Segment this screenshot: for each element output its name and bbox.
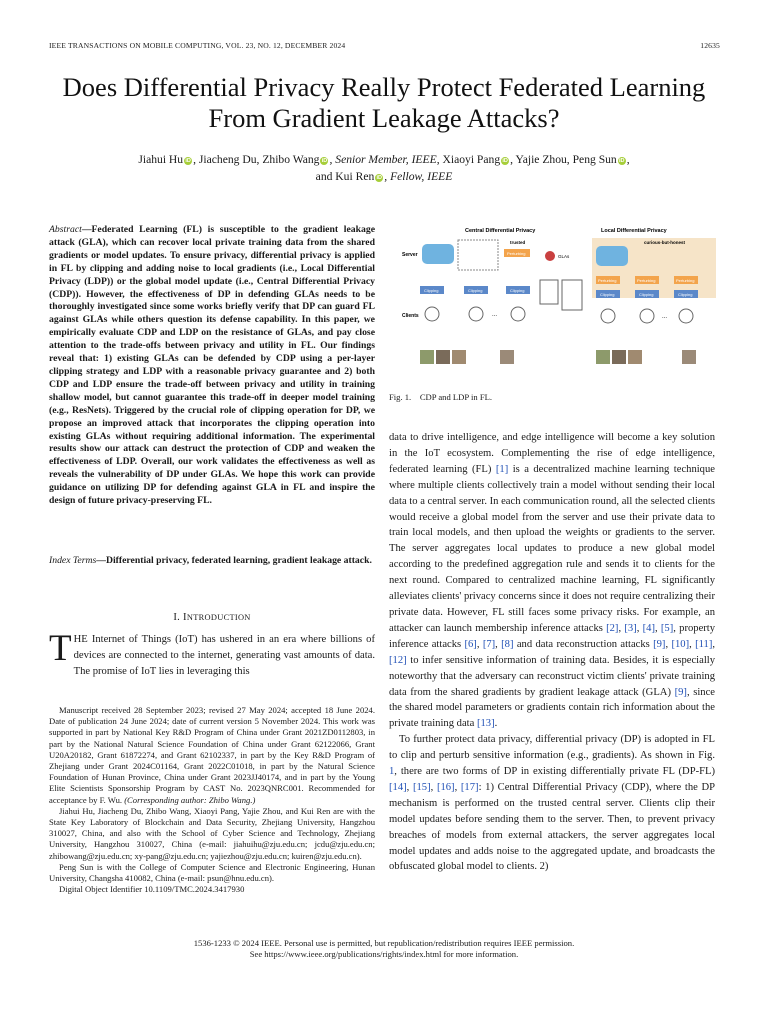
server-cloud-icon	[596, 246, 628, 266]
citation-link[interactable]: [5]	[660, 622, 674, 634]
panel-left-title: Central Differential Privacy	[465, 228, 536, 234]
client-data-image	[596, 350, 610, 364]
figure-caption: Fig. 1. CDP and LDP in FL.	[389, 392, 492, 402]
perturb-text: Perturbing	[507, 251, 526, 256]
glas-label: GLAs	[558, 254, 570, 259]
abstract-text: —Federated Learning (FL) is susceptible to the gradient leakage attack (GLA), which can recover local private training data from the shared gradients or model updates. To ensure privacy, differential privacy is applied in FL by clipping and adding noise to local gradients (i.e., Local Differential Privacy (LDP)) or the global model update (i.e., Central Differential Privacy (CDP)). However, the effectiveness of DP in defending GLAs needs to be thoroughly investigated since some works briefly verify that DP can guard FL against GLAs while others question its defense capability. In this paper, we empirically evaluate CDP and LDP on the resistance of GLAs, and pay close attention to the trade-offs between privacy and utility in FL. Our findings reveal that: 1) existing GLAs can be defended by CDP using a per-layer clipping strategy and LDP with a reasonable privacy guarantee and 2) both CDP and LDP ensure the trade-off between privacy and utility in training shallow model, but cannot guarantee this trade-off in deeper model training (e.g., ResNets). Triggered by the crucial role of clipping operation for DP, we propose an improved attack that incorporates the clipping operation into existing GLAs without requiring additional information. The experimental results show our attack can destruct the protection of CDP and weaken the effectiveness of LDP. Overall, our work validates the effectiveness as well as reveals the vulnerability of DP under GLAs. We hope this work can provide guidance on utilizing DP for defending against GLA in FL and inspire the design of future privacy-preserving FL.	[49, 224, 375, 507]
citation-link[interactable]: [9]	[674, 686, 687, 698]
index-terms	[49, 555, 375, 568]
citation-link[interactable]: [12]	[389, 654, 407, 666]
intro-text: HE Internet of Things (IoT) has ushered in an era where billions of devices are connected to the internet, generating vast amounts of data. The promise of IoT lies in leveraging this	[73, 634, 375, 677]
clip-text: Clipping	[468, 288, 483, 293]
abstract-label: Abstract	[49, 224, 82, 235]
clip-text: Clipping	[600, 292, 615, 297]
citation-link[interactable]: [2]	[606, 622, 619, 634]
section-number: I.	[173, 612, 181, 623]
drop-cap: T	[49, 628, 72, 669]
footnotes	[49, 705, 375, 895]
intro-paragraph	[49, 628, 375, 680]
clip-text: Clipping	[424, 288, 439, 293]
clip-text: Clipping	[639, 292, 654, 297]
author-name: , Jiacheng Du, Zhibo Wang	[193, 153, 320, 166]
author-name: and Kui Ren	[315, 169, 375, 183]
citation-link[interactable]: [16]	[436, 781, 455, 793]
footnote-manuscript: Manuscript received 28 September 2023; revised 27 May 2024; accepted 18 June 2024. Date of publication 24 June 2024; date of current version 5 November 2024. This work was supported in part by National Key R&D Program of China under Grant 2021ZD0112803, in part by the National Natural Science Foundation of China under Grant 62122066, Grant U20A20182, Grant 61872274, and Grant 62102337, in part by the Key R&D Program of Zhejiang under Grant 2024C01164, Grant 2022C01018, in part by the Natural Science Foundation of Hunan Province, China under Grant 2023JJ40174, and in part by the Young Elite Scientists Sponsorship Program by CAST No. 2023QNRC001. Recommended for acceptance by F. Wu. (Corresponding author: Zhibo Wang.)	[49, 705, 375, 805]
citation-link[interactable]: [17]	[460, 781, 479, 793]
figure-cdp-ldp	[400, 222, 718, 384]
orcid-icon[interactable]: iD	[618, 158, 625, 164]
running-header: IEEE TRANSACTIONS ON MOBILE COMPUTING, VOL. 23, NO. 12, DECEMBER 2024	[49, 41, 346, 50]
trusted-label: trusted	[510, 240, 526, 245]
section-title-rest: NTRODUCTION	[186, 613, 251, 622]
rights-link-line: See https://www.ieee.org/publications/rights/index.html for more information.	[249, 949, 519, 960]
paragraph: data to drive intelligence, and edge intelligence will become a key solution in the IoT ecosystem. Complementing the rise of edge intelligence, federated learning (FL) [1] is a decentralized machine learning technique where multiple clients collectively train a model without sending their local data to a central server. In each communication round, all the selected clients would receive a global model from the server and use their private data to train local models, and then upload the weights or gradients to the server. The server aggregates local updates to produce a new global model according to the predefined aggregation rule and sends it to clients for the next round. Compared to centralized machine learning, FL significantly alleviates clients' privacy concerns since it does not require centralizing their private data. However, FL still faces some privacy risks. For example, an attacker can launch membership inference attacks [2], [3], [4], [5], property inference attacks [6], [7], [8] and data reconstruction attacks [9], [10], [11], [12] to infer sensitive information of training data. Besides, it is especially noteworthy that the adversary can reconstruct victim clients' private training data from the shared gradients by gradient leakage attack (GLA) [9], since the shared model parameters or gradients contain rich information about the private training data [13].	[389, 432, 716, 730]
citation-link[interactable]: [7]	[482, 638, 496, 650]
citation-link[interactable]: [13]	[476, 718, 495, 730]
abstract	[49, 224, 375, 508]
citation-link[interactable]: [8]	[501, 638, 514, 650]
client-data-image	[612, 350, 626, 364]
figure-link[interactable]: 1	[389, 766, 395, 778]
client-data-image	[628, 350, 642, 364]
client-data-image	[420, 350, 434, 364]
citation-link[interactable]: [6]	[464, 638, 477, 650]
client-data-image	[436, 350, 450, 364]
clip-text: Clipping	[510, 288, 525, 293]
author-role: , Senior Member, IEEE	[329, 153, 437, 166]
server-label: Server	[402, 252, 418, 258]
ellipsis: ...	[492, 312, 498, 318]
index-terms-text: —Differential privacy, federated learning, gradient leakage attack.	[96, 555, 372, 566]
page-number: 12635	[700, 41, 720, 50]
citation-link[interactable]: [9]	[653, 638, 666, 650]
paper-title: Does Differential Privacy Really Protect Federated Learning From Gradient Leakage Attacks?	[62, 72, 706, 133]
server-cloud-icon	[422, 244, 454, 264]
orcid-icon[interactable]: iD	[376, 174, 383, 181]
author-role: , Fellow, IEEE	[384, 169, 453, 183]
section-heading	[49, 612, 375, 623]
attacker-icon	[545, 251, 555, 261]
section-title-initial: I	[183, 612, 187, 623]
copyright-line: 1536-1233 © 2024 IEEE. Personal use is permitted, but republication/redistribution requires IEEE permission.	[193, 938, 575, 948]
client-data-image	[500, 350, 514, 364]
client-data-image	[452, 350, 466, 364]
clip-text: Clipping	[678, 292, 693, 297]
ellipsis: ...	[662, 314, 668, 320]
author-name: Jiahui Hu	[138, 153, 184, 166]
citation-link[interactable]: [3]	[624, 622, 637, 634]
footnote-doi: Digital Object Identifier 10.1109/TMC.2024.3417930	[59, 884, 245, 895]
orcid-icon[interactable]: iD	[321, 158, 328, 164]
author-name: , Yajie Zhou, Peng Sun	[510, 153, 617, 166]
author-list: Jiahui Hu iD , Jiacheng Du, Zhibo Wang iD , Senior Member, IEEE, Xiaoyi Pang iD , Yajie Zhou, Peng Sun iD , and Kui Ren iD , Fellow, IEEE	[138, 153, 630, 183]
copyright-footer	[40, 938, 728, 961]
citation-link[interactable]: [11]	[695, 638, 713, 650]
citation-link[interactable]: [10]	[671, 638, 690, 650]
curious-label: curious-but-honest	[644, 240, 685, 245]
paragraph: To further protect data privacy, differential privacy (DP) is adopted in FL to clip and perturb sensitive information (e.g., gradients). As shown in Fig. 1, there are two forms of DP in existing differentially private FL (DP-FL) [14], [15], [16], [17]: 1) Central Differential Privacy (CDP), where the DP mechanism is performed on the trusted central server. Clients clip their model updates before sending them to the server. Then, to prevent privacy breaches of models from external attackers, the server aggregates local model updates and adds noise to the aggregated update, and broadcasts the obfuscated global model to clients. 2)	[389, 734, 716, 873]
perturb-text: Perturbing	[637, 278, 656, 283]
panel-right-title: Local Differential Privacy	[601, 228, 667, 234]
corresponding-author: (Corresponding author: Zhibo Wang.)	[124, 794, 256, 805]
perturb-text: Perturbing	[598, 278, 617, 283]
citation-link[interactable]: [4]	[642, 622, 655, 634]
right-column-body	[389, 430, 715, 875]
author-name: , Xiaoyi Pang	[436, 153, 501, 166]
citation-link[interactable]: [1]	[495, 463, 509, 475]
orcid-icon[interactable]: iD	[185, 158, 191, 164]
orcid-icon[interactable]: iD	[502, 158, 508, 164]
citation-link[interactable]: [15]	[412, 781, 431, 793]
clients-label: Clients	[402, 313, 419, 319]
footnote-affiliation-2: Peng Sun is with the College of Computer Science and Electronic Engineering, Hunan University, Changsha 410082, China (e-mail: psun@hnu.edu.cn).	[49, 861, 375, 884]
perturb-text: Perturbing	[676, 278, 695, 283]
footnote-affiliation: Jiahui Hu, Jiacheng Du, Zhibo Wang, Xiaoyi Pang, Yajie Zhou, and Kui Ren are with the State Key Laboratory of Blockchain and Data Security, Zhejiang University, Hangzhou 310027, China, and also with the School of Cyber Science and Technology, Zhejiang University, Hangzhou 310027, China (e-mail: jiahuihu@zju.edu.cn; jcdu@zju.edu.cn; zhibowang@zju.edu.cn; xy-pang@zju.edu.cn; yajiezhou@zju.edu.cn; kuiren@zju.edu.cn).	[49, 805, 375, 861]
citation-link[interactable]: [14]	[389, 781, 407, 793]
client-data-image	[682, 350, 696, 364]
index-terms-label: Index Terms	[49, 555, 97, 566]
